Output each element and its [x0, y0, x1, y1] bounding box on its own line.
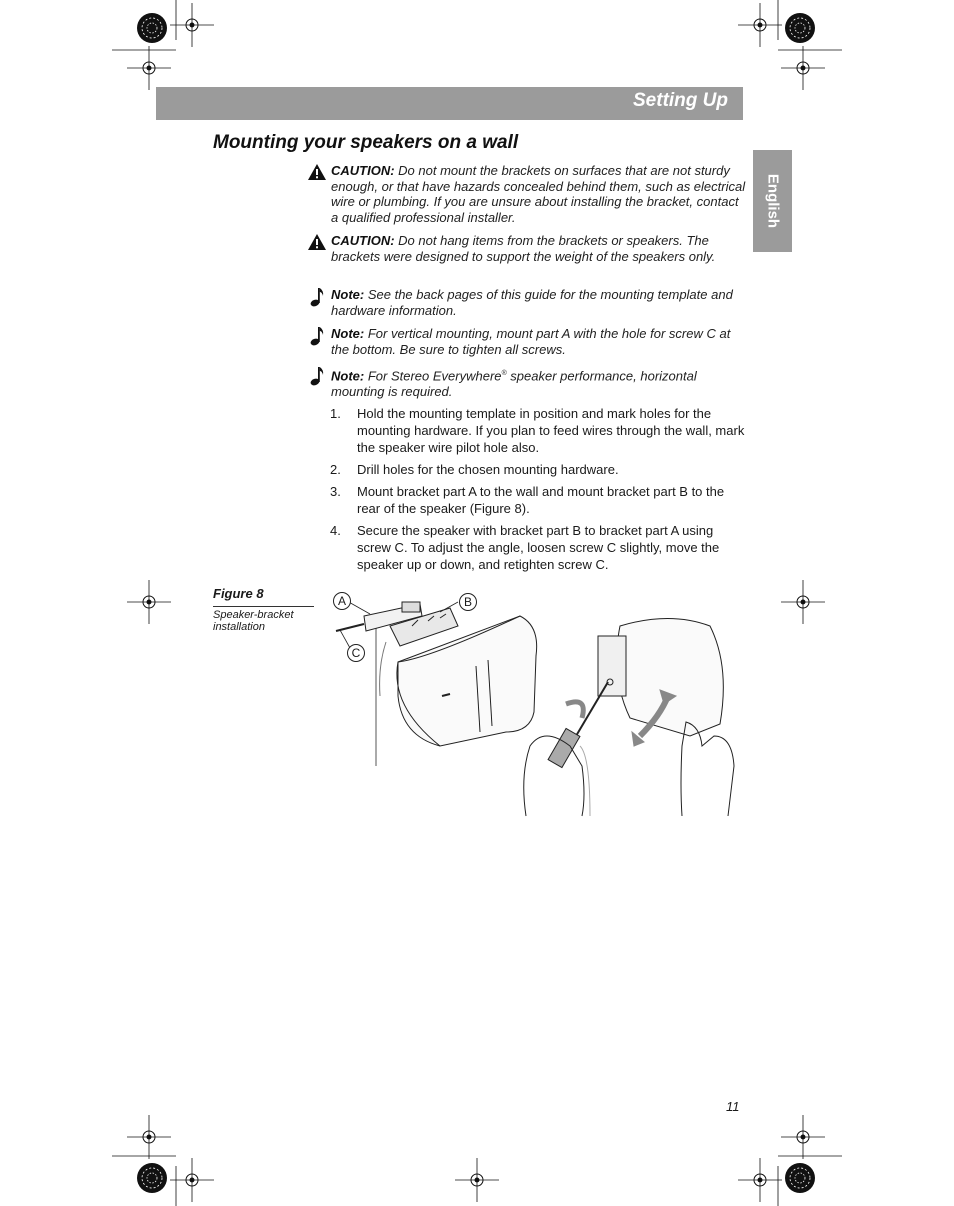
section-header-bar [156, 87, 743, 120]
callout-b: B [459, 593, 477, 611]
music-note-icon [306, 287, 328, 307]
note-text: Note: See the back pages of this guide for the mounting template and hardware information. [331, 287, 733, 318]
language-tab [753, 150, 792, 252]
warning-triangle-icon [306, 233, 328, 251]
note-text: Note: For Stereo Everywhere® speaker performance, horizontal mounting is required. [331, 368, 697, 399]
callout-a: A [333, 592, 351, 610]
warning-triangle-icon [306, 163, 328, 181]
note-notice [306, 326, 746, 357]
note-notice [306, 366, 746, 399]
header-title: Setting Up [633, 90, 728, 111]
steps-list [330, 405, 750, 578]
section-title: Mounting your speakers on a wall [213, 132, 519, 153]
callout-c: C [347, 644, 365, 662]
caution-notice [306, 233, 746, 264]
caution-text: CAUTION: Do not hang items from the brackets or speakers. The brackets were designed to support the weight of the speakers only. [331, 233, 716, 264]
list-item: 3. Mount bracket part A to the wall and mount bracket part B to the rear of the speaker (Figure 8). [330, 484, 725, 516]
language-tab-label: English [764, 173, 781, 229]
callout-lines [330, 586, 750, 821]
figure-divider [213, 606, 314, 607]
list-item: 1. Hold the mounting template in position and mark holes for the mounting hardware. If you plan to feed wires through the wall, mark the speaker wire pilot hole also. [330, 406, 745, 455]
figure-label: Figure 8 [213, 586, 264, 601]
music-note-icon [306, 326, 328, 346]
page-number: 11 [726, 1099, 740, 1114]
list-item: 4. Secure the speaker with bracket part B to bracket part A using screw C. To adjust the angle, loosen screw C slightly, move the speaker up or down, and retighten screw C. [330, 523, 720, 572]
caution-notice [306, 163, 746, 225]
note-notice [306, 287, 746, 318]
music-note-icon [306, 366, 328, 386]
figure-caption: Speaker-bracket installation [213, 609, 294, 633]
note-text: Note: For vertical mounting, mount part A with the hole for screw C at the bottom. Be sure to tighten all screws. [331, 326, 731, 357]
caution-text: CAUTION: Do not mount the brackets on surfaces that are not sturdy enough, or that have hazards concealed behind them, such as electrical wire or plumbing. If you are unsure about installing the bracket, contact a qualified professional installer. [331, 163, 746, 225]
list-item: 2. Drill holes for the chosen mounting hardware. [330, 462, 619, 477]
